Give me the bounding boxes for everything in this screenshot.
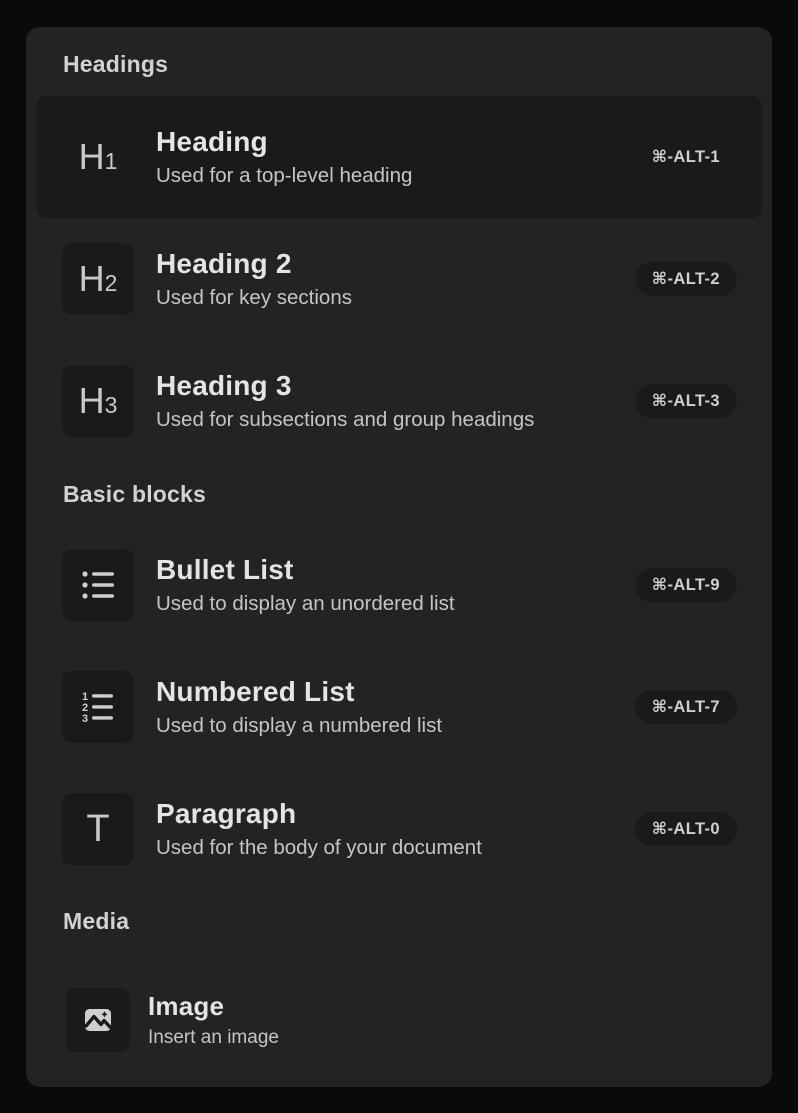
shortcut-badge: ⌘-ALT-0 [635, 812, 737, 846]
svg-text:3: 3 [82, 713, 89, 723]
numbered-list-icon [62, 671, 134, 743]
bullet-list-icon [62, 549, 134, 621]
item-description: Used to display an unordered list [156, 592, 455, 615]
section-label-media: Media [63, 908, 130, 934]
item-title: Heading 2 [156, 248, 292, 279]
shortcut-badge: ⌘-ALT-9 [635, 568, 737, 602]
slash-command-menu [26, 27, 772, 1087]
h2-icon: H 2 [62, 243, 134, 315]
item-description: Used for a top-level heading [156, 164, 413, 187]
shortcut-badge: ⌘-ALT-2 [635, 262, 737, 296]
svg-text:1: 1 [82, 691, 89, 703]
item-description: Used for key sections [156, 286, 352, 309]
item-title: Heading [156, 126, 268, 157]
h3-icon: H 3 [62, 365, 134, 437]
item-title: Numbered List [156, 676, 355, 707]
menu-item-heading-2[interactable] [36, 218, 762, 340]
image-icon [66, 988, 130, 1052]
menu-item-heading-1[interactable] [36, 96, 762, 218]
menu-item-paragraph[interactable] [36, 768, 762, 890]
menu-item-bullet-list[interactable] [36, 524, 762, 646]
item-description: Used to display a numbered list [156, 714, 443, 737]
item-description: Insert an image [148, 1026, 279, 1048]
menu-item-numbered-list[interactable] [36, 646, 762, 768]
item-description: Used for the body of your document [156, 836, 482, 859]
section-label-basic-blocks: Basic blocks [63, 481, 207, 507]
h1-icon: H 1 [62, 121, 134, 193]
menu-item-image[interactable] [36, 966, 762, 1074]
item-title: Image [148, 990, 225, 1021]
shortcut-badge: ⌘-ALT-7 [635, 690, 737, 724]
item-title: Paragraph [156, 798, 297, 829]
shortcut-badge: ⌘-ALT-3 [635, 384, 737, 418]
item-description: Used for subsections and group headings [156, 408, 535, 431]
svg-text:2: 2 [82, 702, 89, 714]
shortcut-badge: ⌘-ALT-1 [635, 140, 737, 174]
menu-item-heading-3[interactable] [36, 340, 762, 462]
section-label-headings: Headings [63, 51, 169, 77]
paragraph-icon: T [62, 793, 134, 865]
item-title: Bullet List [156, 554, 294, 585]
item-title: Heading 3 [156, 370, 292, 401]
